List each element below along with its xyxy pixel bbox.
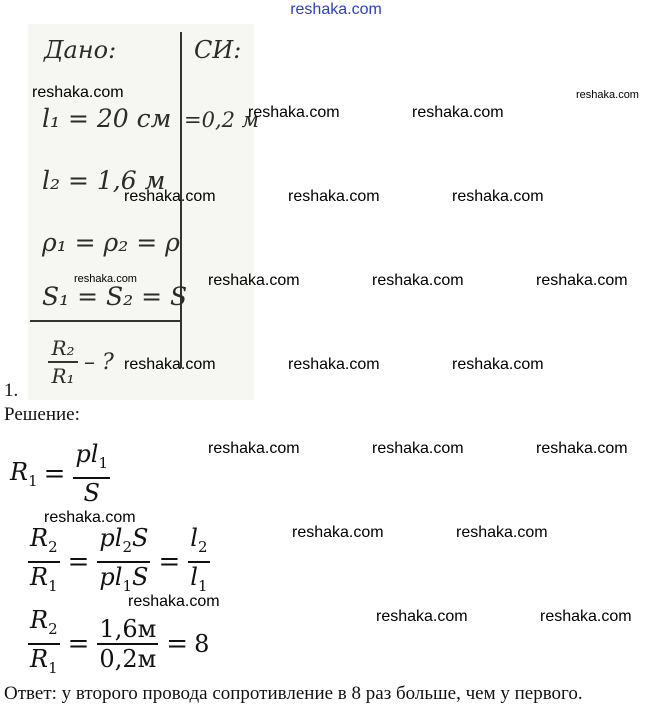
f1-lhs: $R_1$: [10, 457, 38, 490]
watermark: reshaka.com: [44, 509, 136, 526]
watermark: reshaka.com: [576, 89, 639, 101]
watermark: reshaka.com: [288, 356, 380, 373]
given-l2: l₂ = 1,6 м: [42, 166, 166, 195]
f3-eq2: =: [166, 629, 189, 659]
f1-eq: =: [43, 458, 66, 489]
given-find-den: R₁: [51, 364, 75, 388]
watermark: reshaka.com: [452, 188, 544, 205]
formula-ratio: [26, 524, 212, 600]
formula-result: [26, 606, 209, 682]
watermark: reshaka.com: [208, 272, 300, 289]
f2-eq: =: [67, 547, 90, 577]
f1-fraction: $\frac{pl_1}{S}$: [75, 440, 109, 507]
given-area: S₁ = S₂ = S: [42, 282, 188, 311]
watermark: reshaka.com: [208, 440, 300, 457]
given-find: [48, 336, 114, 388]
given-find-num: R₂: [51, 336, 75, 360]
watermark: reshaka.com: [124, 188, 216, 205]
watermark: reshaka.com: [372, 440, 464, 457]
watermark: reshaka.com: [74, 273, 137, 285]
watermark: reshaka.com: [412, 104, 504, 121]
item-number: 1.: [4, 380, 19, 401]
watermark: reshaka.com: [124, 356, 216, 373]
watermark: reshaka.com: [372, 272, 464, 289]
answer-text: Ответ: у второго провода сопротивление в 8 раз больше, чем у первого.: [4, 683, 583, 704]
f2-mid: $\frac{pl_2S}{pl_1S}$: [99, 524, 149, 595]
watermark: reshaka.com: [540, 608, 632, 625]
watermark: reshaka.com: [128, 593, 220, 610]
watermark: reshaka.com: [292, 524, 384, 541]
watermark: reshaka.com: [248, 104, 340, 121]
watermark: reshaka.com: [536, 440, 628, 457]
given-title: Дано:: [44, 36, 117, 64]
watermark: reshaka.com: [536, 272, 628, 289]
watermark: reshaka.com: [376, 608, 468, 625]
formula-r1: [10, 440, 112, 507]
watermark: reshaka.com: [288, 188, 380, 205]
watermark: reshaka.com: [456, 524, 548, 541]
given-l1-si: =0,2 м: [184, 108, 260, 132]
watermark: reshaka.com: [452, 356, 544, 373]
given-note-image: [28, 24, 260, 400]
given-rho: ρ₁ = ρ₂ = ρ: [42, 228, 180, 257]
f3-fraction: $\frac{1,6м}{0,2м}$: [99, 615, 157, 673]
f2-rhs: $\frac{l_2}{l_1}$: [190, 524, 208, 595]
si-title: СИ:: [194, 36, 242, 64]
f3-result: 8: [194, 630, 210, 658]
given-find-q: – ?: [84, 349, 114, 375]
f3-eq: =: [67, 629, 90, 659]
given-l1: l₁ = 20 см: [42, 104, 172, 133]
given-divider-horizontal: [30, 320, 180, 322]
site-link[interactable]: reshaka.com: [290, 1, 382, 18]
solution-label: Решение:: [4, 404, 80, 425]
f3-lhs: $\frac{R_2}{R_1}$: [30, 606, 58, 677]
f2-lhs: $\frac{R_2}{R_1}$: [30, 524, 58, 595]
watermark: reshaka.com: [32, 84, 124, 101]
f2-eq2: =: [158, 547, 181, 577]
